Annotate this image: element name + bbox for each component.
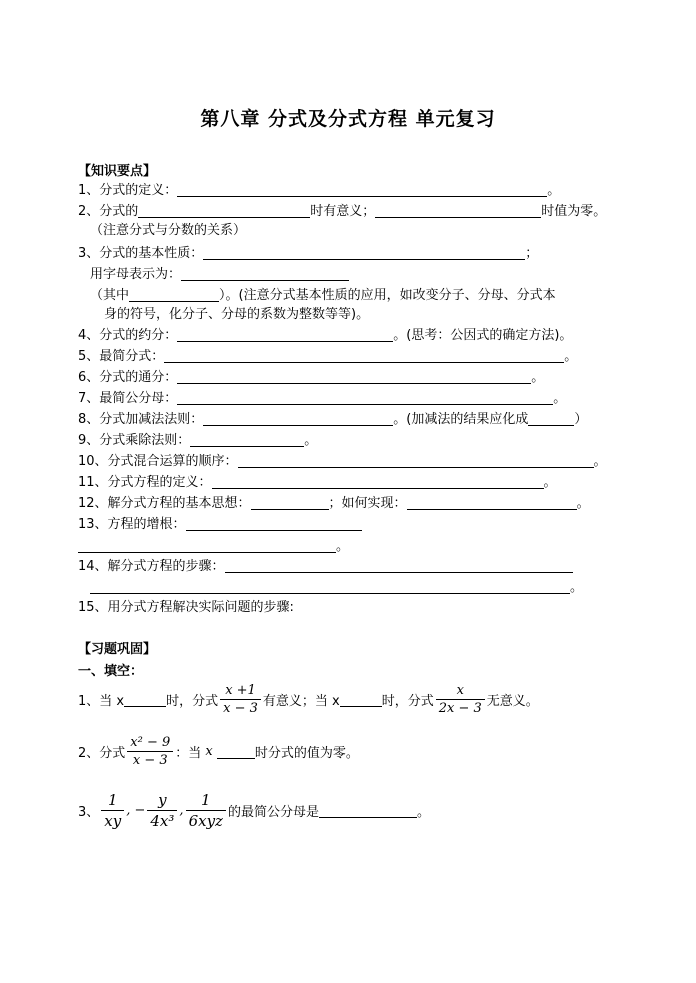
fraction: $\frac{1}{xy}$ — [101, 790, 124, 831]
section-knowledge-heading: 【知识要点】 — [78, 164, 157, 179]
blank-line[interactable] — [340, 692, 382, 707]
question-3: 3、 $\frac{1}{xy}$ , − $\frac{y}{\text{4x³}}$ , $\frac{1}{\text{6xyz}}$ 的最简公分母是 。 — [78, 791, 430, 830]
item-2: 2、分式的 时有意义； 时值为零。 — [78, 204, 607, 219]
item-3-note: 身的符号，化分子、分母的系数为整数等等)。 — [104, 307, 370, 322]
item-6: 6、分式的通分： 。 — [78, 370, 545, 385]
item-12: 12、解分式方程的基本思想： ；如何实现： 。 — [78, 496, 590, 511]
item-3-condition: （其中 ）。(注意分式基本性质的应用，如改变分子、分母、分式本 — [90, 288, 556, 303]
fraction: $\frac{y}{\text{4x³}}$ — [147, 790, 177, 831]
section-exercises-heading: 【习题巩固】 — [78, 642, 157, 657]
blank-line[interactable] — [212, 474, 544, 489]
blank-line[interactable] — [225, 558, 573, 573]
fraction: $\frac{\text{x² − 9}}{x - 3}$ — [127, 734, 173, 769]
fraction: $\frac{x +1}{x - 3}$ — [220, 682, 261, 717]
item-13-continued: 。 — [78, 538, 349, 556]
blank-line[interactable] — [177, 327, 393, 342]
question-2: 2、分式 $\frac{\text{x² − 9}}{x - 3}$ ：当 x 时分式的值为零。 — [78, 735, 359, 768]
item-10: 10、分式混合运算的顺序： 。 — [78, 454, 607, 469]
blank-line[interactable] — [177, 390, 553, 405]
blank-line[interactable] — [177, 182, 547, 197]
blank-line[interactable] — [217, 744, 255, 759]
item-14-continued: 。 — [90, 579, 583, 597]
item-1: 1、分式的定义： 。 — [78, 183, 561, 198]
fraction: $\frac{1}{\text{6xyz}}$ — [186, 790, 226, 831]
item-15: 15、用分式方程解决实际问题的步骤: — [78, 600, 294, 615]
blank-line[interactable] — [124, 692, 166, 707]
blank-line[interactable] — [251, 495, 329, 510]
blank-line[interactable] — [528, 411, 574, 426]
item-5: 5、最简分式： 。 — [78, 349, 578, 364]
blank-line[interactable] — [177, 369, 531, 384]
page-title: 第八章 分式及分式方程 单元复习 — [200, 108, 496, 130]
blank-line[interactable] — [238, 453, 594, 468]
blank-line[interactable] — [203, 411, 393, 426]
blank-line[interactable] — [190, 432, 304, 447]
item-14: 14、解分式方程的步骤： — [78, 558, 573, 576]
item-2-note: （注意分式与分数的关系） — [90, 223, 247, 238]
blank-line[interactable] — [129, 287, 219, 302]
item-1-label: 1、分式的定义： — [78, 183, 178, 198]
item-8: 8、分式加减法法则： 。(加减法的结果应化成 ） — [78, 412, 588, 427]
item-9: 9、分式乘除法则： 。 — [78, 433, 318, 448]
question-1: 1、当 x 时，分式 $\frac{x +1}{x - 3}$ 有意义；当 x 时，分式 $\frac{x}{2x - 3}$ 无意义。 — [78, 683, 539, 716]
blank-line[interactable] — [203, 245, 525, 260]
item-11: 11、分式方程的定义： 。 — [78, 475, 557, 490]
blank-line[interactable] — [164, 348, 564, 363]
blank-line[interactable] — [181, 266, 349, 281]
item-7: 7、最简公分母： 。 — [78, 391, 567, 406]
blank-line[interactable] — [319, 803, 417, 818]
blank-line[interactable] — [138, 203, 310, 218]
blank-line[interactable] — [375, 203, 541, 218]
item-13: 13、方程的增根： — [78, 516, 362, 534]
blank-line[interactable] — [186, 516, 362, 531]
fraction: $\frac{x}{2x - 3}$ — [436, 682, 485, 717]
blank-line[interactable] — [90, 579, 570, 594]
blank-line[interactable] — [407, 495, 577, 510]
fill-blank-heading: 一、填空： — [78, 664, 144, 679]
item-4: 4、分式的约分： 。(思考：公因式的确定方法)。 — [78, 328, 573, 343]
item-3: 3、分式的基本性质： ； — [78, 246, 539, 261]
item-3-formula: 用字母表示为： — [90, 266, 349, 284]
blank-line[interactable] — [78, 538, 336, 553]
